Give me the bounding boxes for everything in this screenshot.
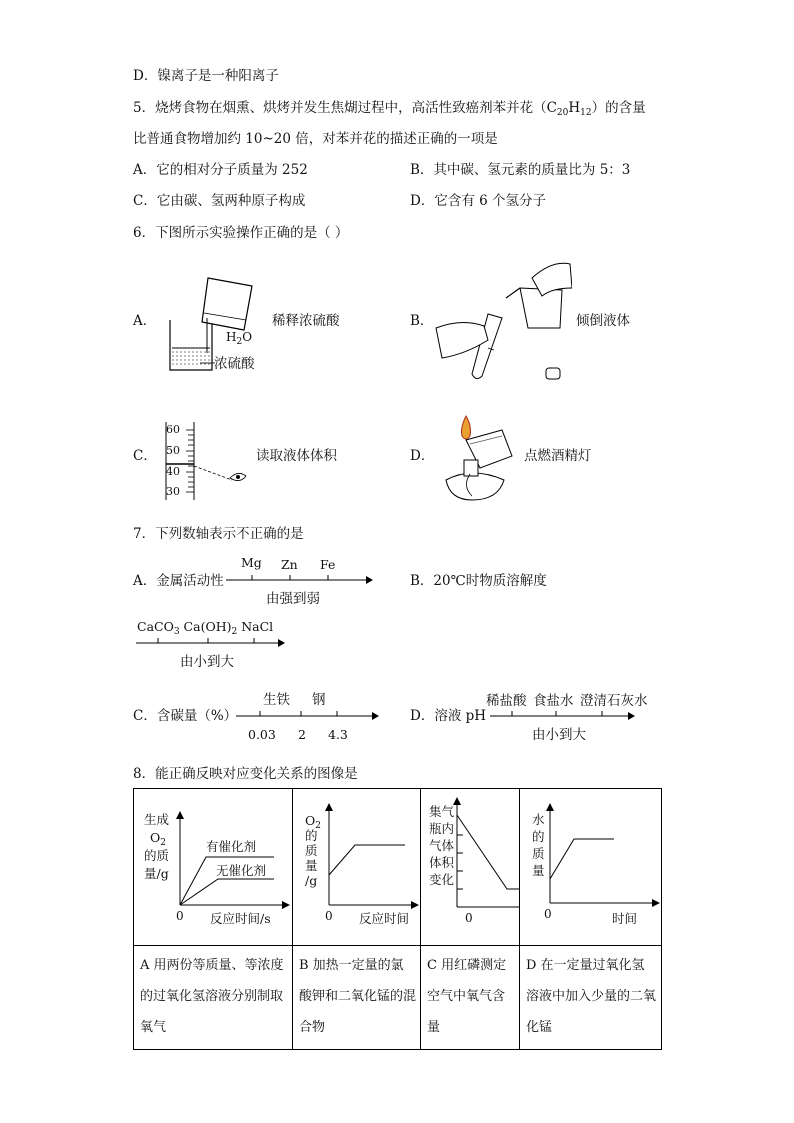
q6-c-letter: C． [133,448,157,464]
q5-option-a: A．它的相对分子质量为 252 [133,162,308,178]
q7-c-axis [236,708,380,724]
q8-a-xlabel: 反应时间/s [210,911,271,926]
q7-c-label: C．含碳量（%） [133,708,238,724]
q8-c-origin: 0 [465,911,473,925]
q8-caption-d: D 在一定量过氧化氢溶液中加入少量的二氧化锰 [520,946,662,1050]
q7-a-item-fe: Fe [320,557,336,572]
q7-b-axis [136,635,286,651]
q6-b-letter: B． [410,313,434,329]
q7-c-value-2: 4.3 [328,727,348,742]
q8-c-ylabel: 集气 瓶内 气体 体积 变化 [429,804,455,887]
q6-c-tick-40: 40 [166,465,180,478]
q5-stem-line1: 5．烧烤食物在烟熏、烘烤并发生焦煳过程中，高活性致癌剂苯并花$(C_{20}H_{12})$的含量 [133,100,646,118]
q7-c-value-1: 2 [298,727,306,742]
q8-graph-b-cell [293,789,421,946]
q6-c-tick-50: 50 [166,444,180,457]
q8-d-origin: 0 [544,907,552,921]
q6-b-illustration [432,258,572,383]
q8-a-ylabel: 生成 $O_2$ 的质 量/g [144,812,170,881]
q8-b-origin: 0 [325,909,333,923]
q7-a-item-mg: Mg [241,555,262,570]
q6-a-water-label: $H_2O$ [226,330,253,347]
q8-a-series-no-catalyst: 无催化剂 [216,863,267,878]
q7-d-item-limewater: 澄清石灰水 [580,693,648,709]
q8-a-series-catalyst: 有催化剂 [206,839,257,854]
q7-stem: 7．下列数轴表示不正确的是 [133,526,304,542]
q7-a-axis-caption: 由强到弱 [266,591,320,607]
q7-a-axis [226,572,374,588]
q7-d-axis-caption: 由小到大 [532,727,586,743]
q7-b-axis-caption: 由小到大 [180,654,234,670]
q5-option-d: D．它含有 6 个氢分子 [410,193,546,209]
q7-d-axis [490,708,636,724]
q6-c-caption: 读取液体体积 [256,448,337,464]
q6-c-tick-60: 60 [166,423,180,436]
q5-stem-line2: 比普通食物增加约 10~20 倍，对苯并花的描述正确的一项是 [133,131,498,147]
q7-d-item-brine: 食盐水 [533,693,574,709]
q8-caption-c: C 用红磷测定空气中氧气含量 [421,946,520,1050]
q8-stem: 8．能正确反映对应变化关系的图像是 [133,766,358,782]
q5-option-c: C．它由碳、氢两种原子构成 [133,193,306,209]
q5-option-b: B．其中碳、氢元素的质量比为 5：3 [410,162,631,178]
q8-caption-a: A 用两份等质量、等浓度的过氧化氢溶液分别制取氧气 [134,946,293,1050]
q7-b-items: CaCO$_3$ $Ca(OH)_2$ NaCl [137,619,274,637]
q7-d-item-hcl: 稀盐酸 [486,693,527,709]
q7-c-item-pig-iron: 生铁 [263,692,290,708]
q6-b-caption: 倾倒液体 [576,313,630,329]
q6-stem: 6．下图所示实验操作正确的是（ ） [133,225,349,241]
q6-a-caption: 稀释浓硫酸 [272,313,340,329]
q8-caption-b: B 加热一定量的氯酸钾和二氧化锰的混合物 [293,946,421,1050]
q6-d-caption: 点燃酒精灯 [524,448,592,464]
q8-b-xlabel: 反应时间 [359,911,410,926]
q4-option-d: D．镍离子是一种阳离子 [133,68,279,84]
q8-a-origin: 0 [176,909,184,923]
q7-b-label: B．20℃时物质溶解度 [410,573,547,589]
q8-graph-d-cell [520,789,662,946]
q6-d-letter: D． [410,448,435,464]
q6-d-illustration [432,410,522,506]
q6-c-tick-30: 30 [166,485,180,498]
q6-a-letter: A． [133,313,157,329]
q8-b-ylabel: $O_2$ 的 质 量 /g [305,813,321,888]
q7-d-label: D．溶液 pH [410,708,487,724]
q7-a-label: A．金属活动性 [133,573,224,589]
q8-table [133,788,662,1050]
q7-c-value-0: 0.03 [248,727,276,742]
q8-graph-a-cell [134,789,293,946]
q6-a-acid-label: 浓硫酸 [214,356,255,372]
q8-d-xlabel: 时间 [612,911,638,926]
q7-a-item-zn: Zn [281,557,298,572]
q8-d-ylabel: 水 的 质 量 [532,812,545,878]
q8-graph-c-cell [421,789,520,946]
q7-c-item-steel: 钢 [312,692,326,708]
